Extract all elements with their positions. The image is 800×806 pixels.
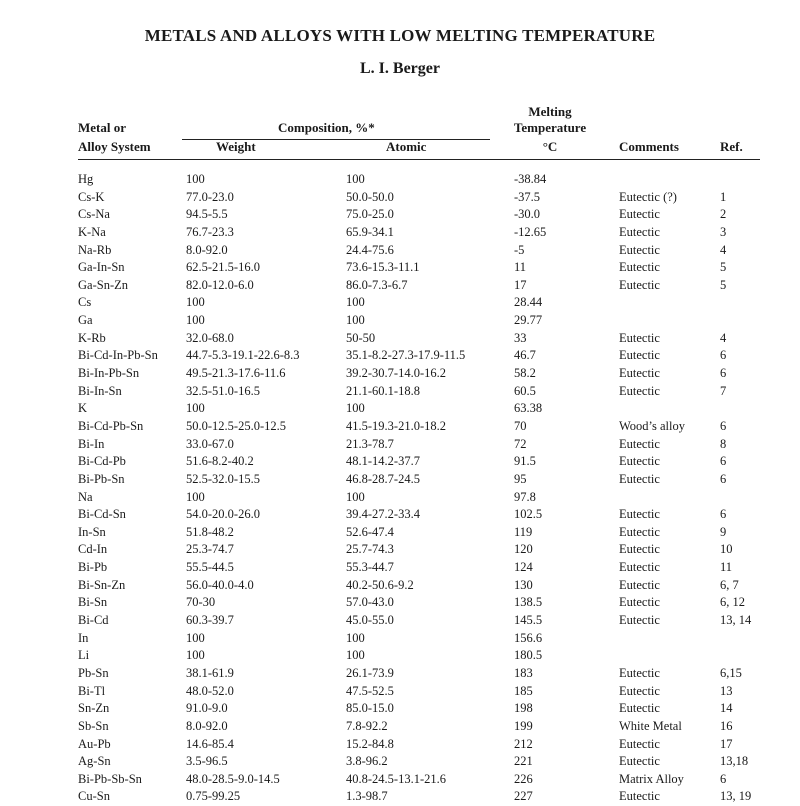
cell-atomic: 100 (346, 172, 365, 186)
cell-weight: 76.7-23.3 (186, 224, 234, 239)
cell-weight: 49.5-21.3-17.6-11.6 (186, 366, 286, 381)
table-row (0, 224, 800, 242)
table-row (0, 294, 800, 312)
cell-system: Bi-Cd-Pb (78, 454, 126, 469)
cell-ref: 6, 12 (720, 595, 745, 610)
cell-comments: Eutectic (619, 330, 660, 345)
header-melting-line2: Temperature (513, 120, 587, 135)
cell-comments: Eutectic (619, 577, 660, 592)
cell-weight: 51.6-8.2-40.2 (186, 454, 254, 469)
cell-melting: 28.44 (514, 295, 543, 310)
table-row (0, 436, 800, 454)
cell-comments: Eutectic (619, 242, 660, 257)
cell-comments: Eutectic (619, 701, 660, 716)
header-composition: Composition, %* (278, 120, 375, 135)
cell-ref: 7 (720, 383, 727, 398)
cell-weight: 56.0-40.0-4.0 (186, 577, 254, 592)
cell-system: Sn-Zn (78, 701, 110, 716)
cell-system: Na-Rb (78, 242, 112, 257)
cell-weight: 70-30 (186, 595, 216, 610)
cell-system: Ag-Sn (78, 754, 111, 769)
table-row (0, 577, 800, 595)
cell-comments: Eutectic (619, 754, 660, 769)
cell-comments: Wood’s alloy (619, 418, 686, 433)
table-row (0, 206, 800, 224)
cell-atomic: 39.4-27.2-33.4 (346, 507, 420, 522)
cell-atomic: 57.0-43.0 (346, 595, 394, 610)
cell-system: Sb-Sn (78, 718, 109, 733)
cell-melting: -30.0 (514, 207, 541, 222)
table-row (0, 242, 800, 260)
cell-comments: White Metal (619, 718, 682, 733)
cell-system: Bi-Cd-Pb-Sn (78, 418, 144, 433)
header-bottom-rule (78, 159, 760, 160)
cell-ref: 13,18 (720, 754, 749, 769)
cell-comments: Eutectic (619, 260, 660, 275)
cell-comments: Eutectic (619, 383, 660, 398)
table-row (0, 753, 800, 771)
cell-system: Bi-Pb-Sn (78, 471, 125, 486)
header-weight: Weight (216, 139, 256, 154)
cell-system: Li (78, 648, 90, 663)
cell-system: In (78, 630, 89, 645)
table-row (0, 453, 800, 471)
cell-comments: Eutectic (619, 595, 660, 610)
cell-weight: 62.5-21.5-16.0 (186, 260, 260, 275)
cell-ref: 10 (720, 542, 733, 557)
table-row (0, 630, 800, 648)
cell-weight: 32.5-51.0-16.5 (186, 383, 260, 398)
table-row (0, 718, 800, 736)
cell-atomic: 47.5-52.5 (346, 683, 394, 698)
cell-system: Bi-Cd-In-Pb-Sn (78, 348, 158, 363)
cell-comments: Eutectic (619, 471, 660, 486)
cell-atomic: 100 (346, 401, 365, 416)
cell-ref: 4 (720, 242, 727, 257)
cell-comments: Eutectic (619, 348, 660, 363)
cell-weight: 48.0-28.5-9.0-14.5 (186, 771, 280, 786)
cell-atomic: 55.3-44.7 (346, 560, 394, 575)
cell-atomic: 100 (346, 295, 365, 310)
table-row (0, 594, 800, 612)
cell-melting: -37.5 (514, 189, 541, 204)
cell-melting: 63.38 (514, 401, 543, 416)
cell-system: Bi-Pb-Sb-Sn (78, 771, 142, 786)
cell-melting: 33 (514, 330, 527, 345)
table-row (0, 506, 800, 524)
cell-comments: Eutectic (619, 277, 660, 292)
table-row (0, 189, 800, 207)
cell-atomic: 7.8-92.2 (346, 718, 388, 733)
cell-melting: 102.5 (514, 507, 543, 522)
table-row (0, 665, 800, 683)
cell-ref: 13 (720, 683, 733, 698)
cell-comments: Eutectic (619, 207, 660, 222)
cell-ref: 6,15 (720, 665, 742, 680)
cell-weight: 8.0-92.0 (186, 718, 228, 733)
cell-system: Bi-Cd-Sn (78, 507, 126, 522)
cell-weight: 100 (186, 401, 205, 416)
cell-weight: 100 (186, 648, 205, 663)
cell-ref: 6, 7 (720, 577, 739, 592)
cell-melting: 60.5 (514, 383, 536, 398)
cell-weight: 0.75-99.25 (186, 789, 241, 804)
cell-system: Bi-In (78, 436, 105, 451)
cell-atomic: 26.1-73.9 (346, 665, 394, 680)
cell-ref: 6 (720, 454, 727, 469)
cell-system: Ga (78, 313, 93, 328)
cell-melting: 91.5 (514, 454, 536, 469)
table-row (0, 400, 800, 418)
cell-weight: 54.0-20.0-26.0 (186, 507, 260, 522)
table-row (0, 524, 800, 542)
cell-system: Cu-Sn (78, 789, 110, 804)
cell-weight: 8.0-92.0 (186, 242, 228, 257)
cell-system: Cd-In (78, 542, 108, 557)
cell-melting: 198 (514, 701, 533, 716)
cell-melting: -5 (514, 242, 525, 257)
cell-ref: 6 (720, 348, 727, 363)
cell-ref: 3 (720, 224, 727, 239)
cell-atomic: 100 (346, 313, 365, 328)
cell-melting: 183 (514, 665, 533, 680)
cell-melting: 145.5 (514, 613, 543, 628)
cell-weight: 55.5-44.5 (186, 560, 234, 575)
table-row (0, 647, 800, 665)
cell-system: Bi-In-Sn (78, 383, 122, 398)
cell-comments: Eutectic (619, 789, 660, 804)
cell-ref: 5 (720, 260, 727, 275)
cell-ref: 6 (720, 366, 727, 381)
table-row (0, 788, 800, 806)
table-row (0, 277, 800, 295)
cell-system: Pb-Sn (78, 665, 109, 680)
cell-weight: 94.5-5.5 (186, 207, 228, 222)
cell-system: Au-Pb (78, 736, 111, 751)
table-row (0, 383, 800, 401)
cell-comments: Eutectic (619, 665, 660, 680)
cell-melting: -12.65 (514, 224, 547, 239)
cell-system: Ga-Sn-Zn (78, 277, 128, 292)
cell-melting: 119 (514, 524, 533, 539)
cell-atomic: 35.1-8.2-27.3-17.9-11.5 (346, 348, 466, 363)
table-row (0, 736, 800, 754)
table-row (0, 312, 800, 330)
cell-weight: 91.0-9.0 (186, 701, 228, 716)
cell-weight: 100 (186, 489, 205, 504)
cell-ref: 9 (720, 524, 727, 539)
header-system (78, 120, 151, 155)
cell-atomic: 41.5-19.3-21.0-18.2 (346, 418, 446, 433)
cell-weight: 3.5-96.5 (186, 754, 228, 769)
header-system-line2: Alloy System (78, 139, 151, 154)
table-row (0, 171, 800, 189)
table-row (0, 683, 800, 701)
cell-ref: 6 (720, 771, 727, 786)
cell-weight: 82.0-12.0-6.0 (186, 277, 254, 292)
header-melting-line3: °C (542, 139, 558, 154)
cell-comments: Eutectic (?) (619, 189, 677, 204)
cell-melting: -38.84 (514, 172, 547, 186)
header-comments: Comments (619, 139, 679, 154)
cell-ref: 17 (720, 736, 733, 751)
cell-comments: Eutectic (619, 224, 660, 239)
cell-atomic: 65.9-34.1 (346, 224, 394, 239)
cell-ref: 11 (720, 560, 733, 575)
cell-weight: 51.8-48.2 (186, 524, 234, 539)
cell-ref: 16 (720, 718, 733, 733)
cell-atomic: 50-50 (346, 330, 376, 345)
header-ref: Ref. (720, 139, 743, 154)
cell-atomic: 86.0-7.3-6.7 (346, 277, 408, 292)
cell-system: Na (78, 489, 93, 504)
cell-comments: Eutectic (619, 454, 660, 469)
alloy-table-body (0, 171, 800, 806)
cell-weight: 14.6-85.4 (186, 736, 234, 751)
cell-melting: 138.5 (514, 595, 543, 610)
cell-comments: Eutectic (619, 366, 660, 381)
cell-melting: 120 (514, 542, 533, 557)
cell-system: Ga-In-Sn (78, 260, 125, 275)
cell-atomic: 100 (346, 648, 365, 663)
cell-system: Bi-Tl (78, 683, 106, 698)
cell-atomic: 46.8-28.7-24.5 (346, 471, 420, 486)
cell-atomic: 15.2-84.8 (346, 736, 394, 751)
cell-system: K-Rb (78, 330, 106, 345)
cell-weight: 100 (186, 630, 205, 645)
page-title: METALS AND ALLOYS WITH LOW MELTING TEMPERATURE (144, 26, 656, 45)
cell-atomic: 25.7-74.3 (346, 542, 394, 557)
table-row (0, 700, 800, 718)
header-melting (500, 104, 600, 155)
cell-system: K (78, 401, 88, 416)
cell-atomic: 73.6-15.3-11.1 (346, 260, 420, 275)
cell-melting: 156.6 (514, 630, 543, 645)
cell-comments: Eutectic (619, 613, 660, 628)
cell-atomic: 45.0-55.0 (346, 613, 394, 628)
cell-atomic: 85.0-15.0 (346, 701, 394, 716)
cell-ref: 2 (720, 207, 727, 222)
cell-melting: 130 (514, 577, 533, 592)
cell-melting: 70 (514, 418, 527, 433)
cell-ref: 8 (720, 436, 727, 451)
cell-atomic: 3.8-96.2 (346, 754, 388, 769)
table-row (0, 365, 800, 383)
cell-weight: 48.0-52.0 (186, 683, 234, 698)
table-row (0, 541, 800, 559)
cell-melting: 221 (514, 754, 533, 769)
cell-weight: 77.0-23.0 (186, 189, 234, 204)
cell-melting: 226 (514, 771, 533, 786)
author-name: L. I. Berger (360, 60, 440, 77)
cell-comments: Eutectic (619, 524, 660, 539)
cell-weight: 44.7-5.3-19.1-22.6-8.3 (186, 348, 300, 363)
cell-melting: 46.7 (514, 348, 536, 363)
cell-system: Bi-Pb (78, 560, 108, 575)
cell-system: In-Sn (78, 524, 106, 539)
table-row (0, 771, 800, 789)
cell-system: Bi-Sn (78, 595, 108, 610)
cell-comments: Eutectic (619, 436, 660, 451)
cell-atomic: 40.8-24.5-13.1-21.6 (346, 771, 446, 786)
cell-melting: 180.5 (514, 648, 543, 663)
table-row (0, 471, 800, 489)
cell-melting: 97.8 (514, 489, 536, 504)
cell-comments: Eutectic (619, 560, 660, 575)
cell-system: K-Na (78, 224, 106, 239)
cell-ref: 1 (720, 189, 727, 204)
cell-weight: 100 (186, 313, 205, 328)
cell-weight: 50.0-12.5-25.0-12.5 (186, 418, 286, 433)
cell-ref: 14 (720, 701, 733, 716)
cell-weight: 32.0-68.0 (186, 330, 234, 345)
cell-comments: Eutectic (619, 683, 660, 698)
cell-melting: 185 (514, 683, 533, 698)
cell-weight: 60.3-39.7 (186, 613, 234, 628)
cell-system: Cs-K (78, 189, 105, 204)
header-atomic: Atomic (386, 139, 427, 154)
cell-atomic: 50.0-50.0 (346, 189, 394, 204)
cell-atomic: 40.2-50.6-9.2 (346, 577, 414, 592)
cell-system: Cs (78, 295, 92, 310)
cell-comments: Eutectic (619, 736, 660, 751)
cell-comments: Matrix Alloy (619, 771, 684, 786)
table-row (0, 559, 800, 577)
cell-melting: 95 (514, 471, 527, 486)
cell-melting: 72 (514, 436, 527, 451)
cell-ref: 6 (720, 507, 727, 522)
cell-ref: 6 (720, 471, 727, 486)
table-row (0, 347, 800, 365)
cell-melting: 212 (514, 736, 533, 751)
cell-comments: Eutectic (619, 542, 660, 557)
cell-weight: 38.1-61.9 (186, 665, 234, 680)
cell-melting: 58.2 (514, 366, 536, 381)
cell-system: Bi-In-Pb-Sn (78, 366, 140, 381)
cell-atomic: 100 (346, 489, 365, 504)
cell-atomic: 75.0-25.0 (346, 207, 394, 222)
table-row (0, 612, 800, 630)
cell-ref: 4 (720, 330, 727, 345)
cell-weight: 100 (186, 295, 205, 310)
cell-atomic: 52.6-47.4 (346, 524, 394, 539)
cell-atomic: 21.1-60.1-18.8 (346, 383, 420, 398)
cell-system: Cs-Na (78, 207, 110, 222)
cell-ref: 5 (720, 277, 727, 292)
table-row (0, 418, 800, 436)
cell-melting: 11 (514, 260, 527, 275)
cell-atomic: 48.1-14.2-37.7 (346, 454, 420, 469)
cell-weight: 100 (186, 172, 205, 186)
cell-weight: 25.3-74.7 (186, 542, 234, 557)
cell-weight: 33.0-67.0 (186, 436, 234, 451)
table-row (0, 259, 800, 277)
cell-melting: 227 (514, 789, 533, 804)
cell-atomic: 1.3-98.7 (346, 789, 388, 804)
cell-atomic: 21.3-78.7 (346, 436, 394, 451)
cell-comments: Eutectic (619, 507, 660, 522)
cell-melting: 17 (514, 277, 527, 292)
header-system-line1: Metal or (78, 120, 127, 135)
header-melting-line1: Melting (528, 104, 572, 119)
cell-melting: 199 (514, 718, 533, 733)
cell-atomic: 39.2-30.7-14.0-16.2 (346, 366, 446, 381)
cell-system: Hg (78, 172, 94, 186)
table-row (0, 330, 800, 348)
table-row (0, 489, 800, 507)
cell-system: Bi-Cd (78, 613, 109, 628)
cell-ref: 6 (720, 418, 727, 433)
cell-system: Bi-Sn-Zn (78, 577, 126, 592)
cell-atomic: 100 (346, 630, 365, 645)
cell-ref: 13, 14 (720, 613, 752, 628)
cell-melting: 124 (514, 560, 533, 575)
cell-atomic: 24.4-75.6 (346, 242, 394, 257)
cell-ref: 13, 19 (720, 789, 752, 804)
cell-melting: 29.77 (514, 313, 543, 328)
cell-weight: 52.5-32.0-15.5 (186, 471, 260, 486)
